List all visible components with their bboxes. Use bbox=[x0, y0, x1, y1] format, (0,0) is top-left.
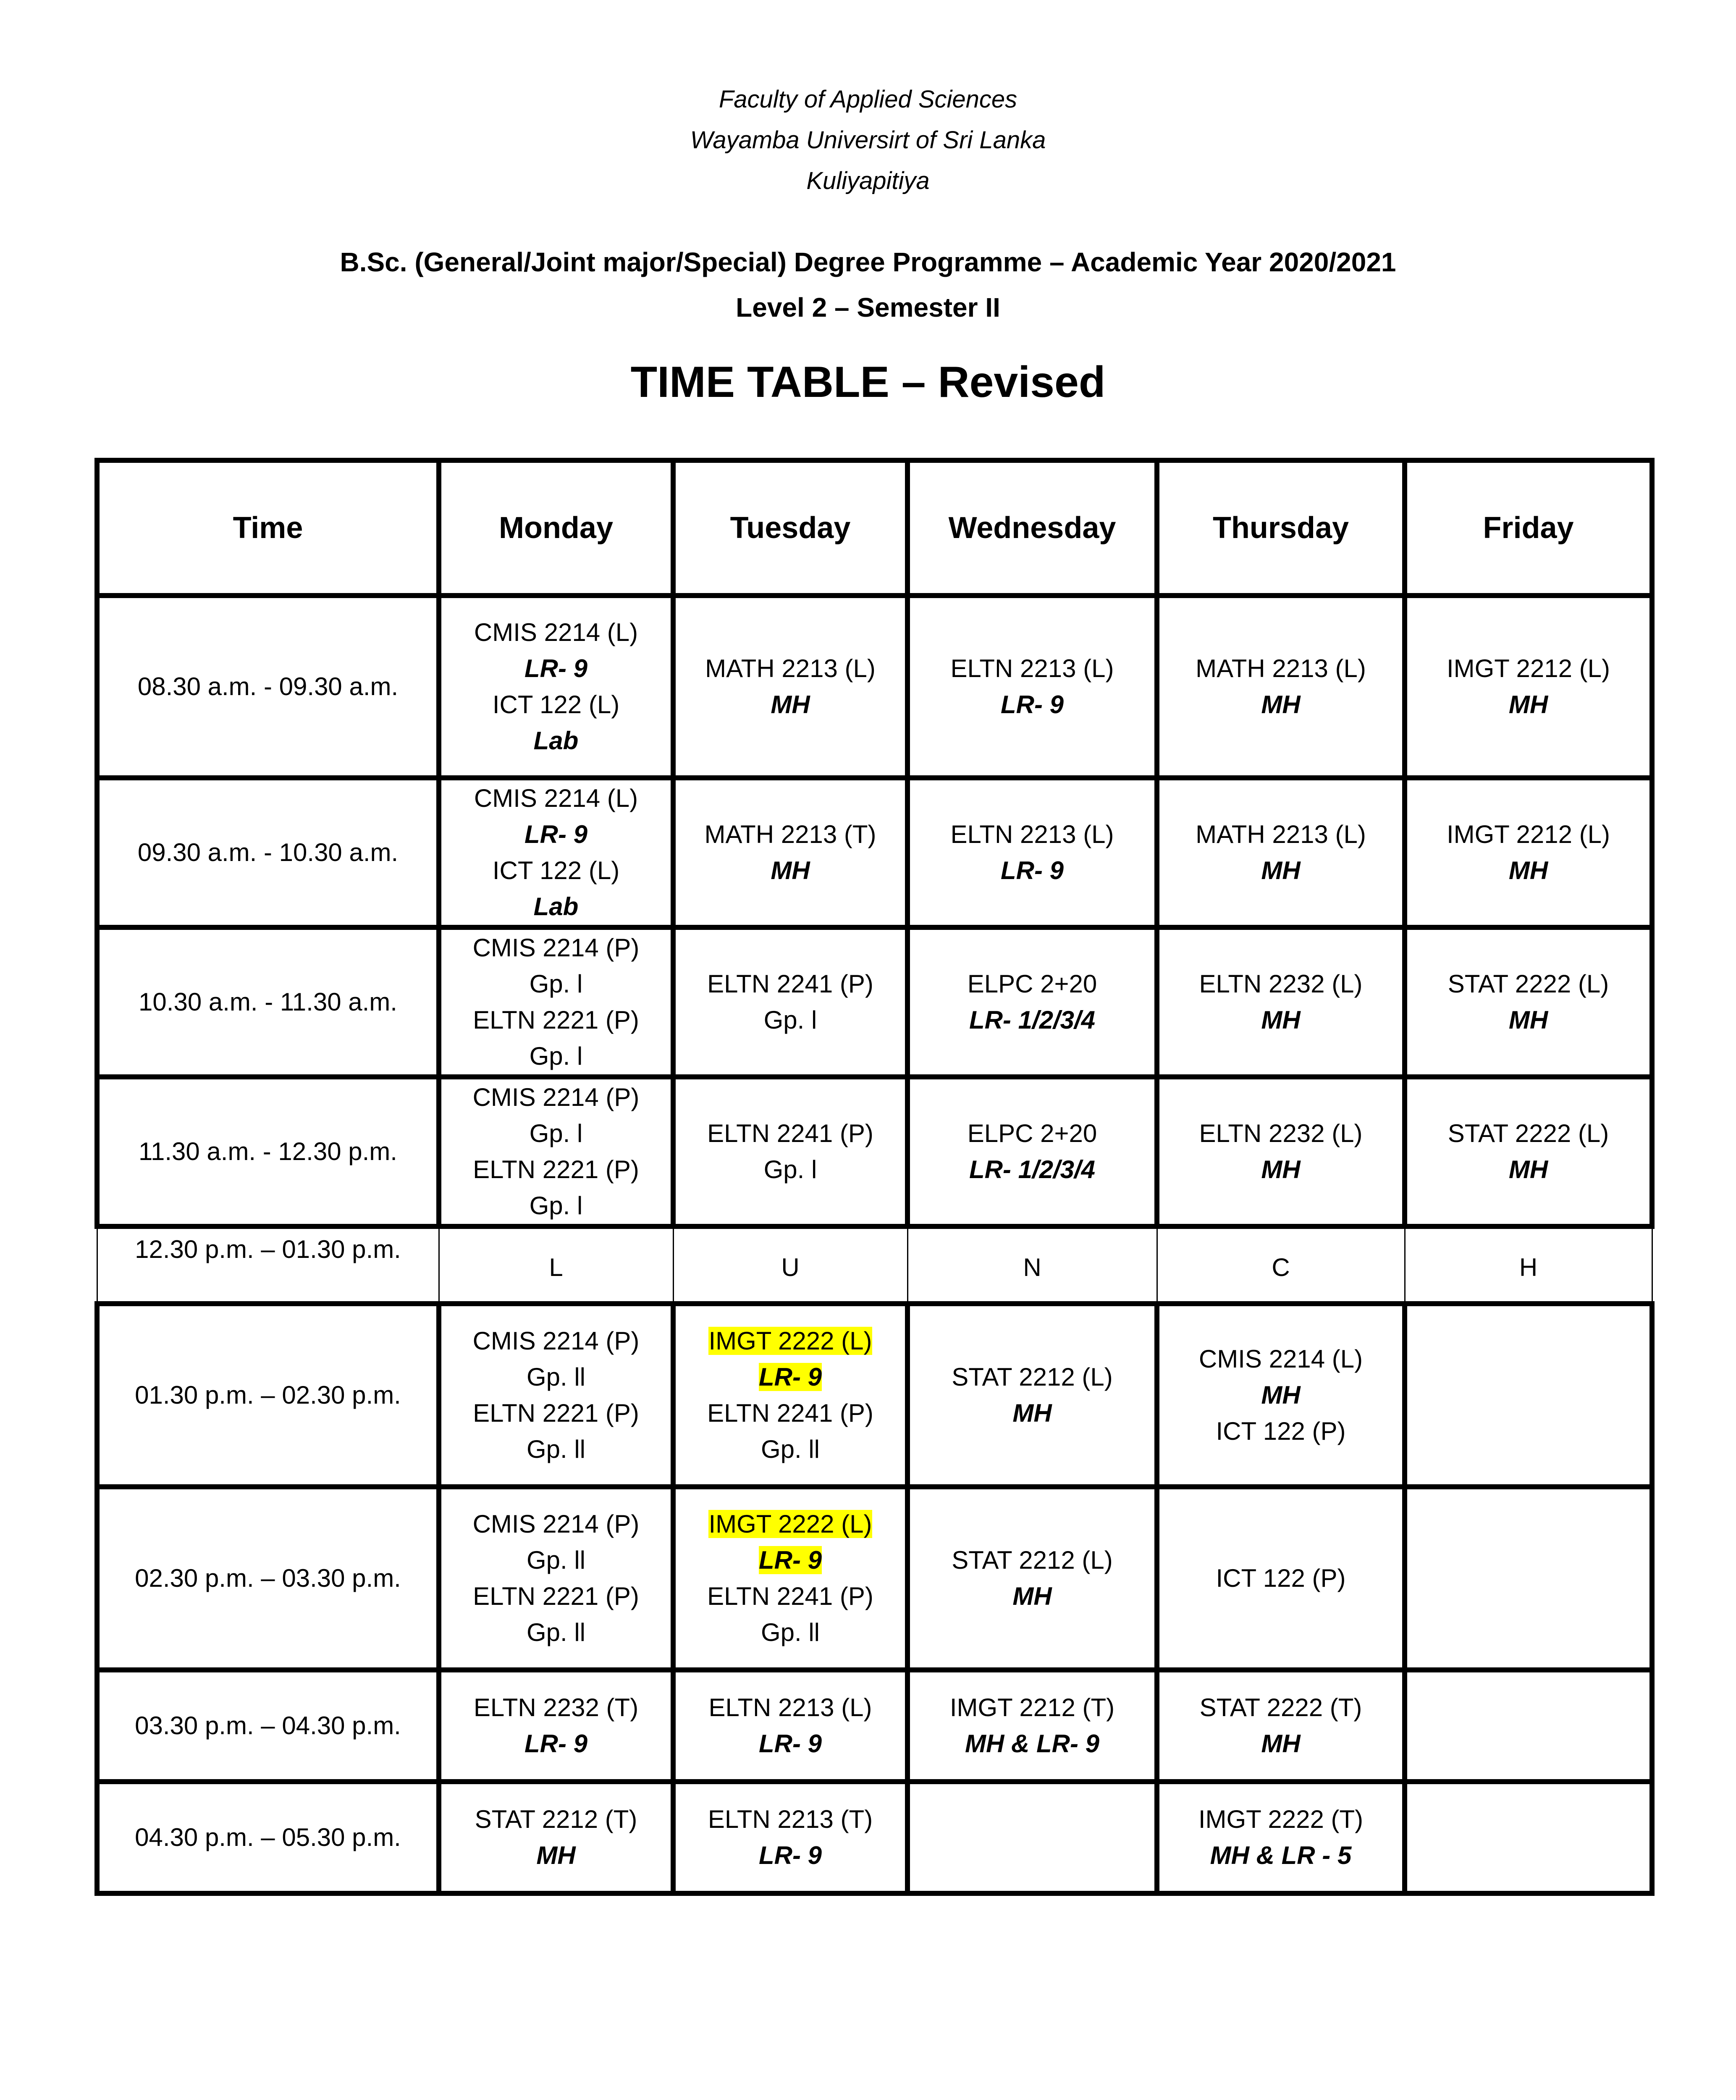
course-label: MATH 2213 (T) bbox=[704, 820, 876, 848]
cell-monday bbox=[439, 778, 673, 927]
timetable-body bbox=[97, 596, 1652, 1893]
venue-label: MH bbox=[1261, 1155, 1301, 1184]
venue-label: LR- 9 bbox=[524, 654, 587, 682]
course-label: H bbox=[1519, 1253, 1538, 1281]
cell-monday bbox=[439, 927, 673, 1077]
venue-label: LR- 9 bbox=[759, 1546, 822, 1574]
venue-label: MH bbox=[1261, 1381, 1301, 1409]
venue-label: LR- 1/2/3/4 bbox=[969, 1155, 1096, 1184]
cell-friday bbox=[1405, 1487, 1652, 1670]
column-header-thursday: Thursday bbox=[1157, 460, 1405, 596]
course-label: Gp. l bbox=[529, 1042, 583, 1070]
cell-tuesday bbox=[673, 1487, 907, 1670]
course-label: ELTN 2241 (P) bbox=[707, 1119, 873, 1147]
cell-thursday bbox=[1157, 596, 1405, 778]
cell-wednesday bbox=[907, 1226, 1157, 1304]
venue-label: Lab bbox=[533, 892, 579, 921]
course-label: Gp. ll bbox=[760, 1435, 820, 1463]
course-label: IMGT 2212 (L) bbox=[1446, 820, 1610, 848]
course-label: STAT 2222 (L) bbox=[1448, 1119, 1609, 1147]
cell-monday bbox=[439, 596, 673, 778]
cell-wednesday bbox=[907, 1487, 1157, 1670]
cell-tuesday bbox=[673, 1782, 907, 1893]
course-label: ELTN 2213 (L) bbox=[708, 1693, 872, 1722]
cell-friday bbox=[1405, 596, 1652, 778]
course-label: ICT 122 (L) bbox=[492, 690, 620, 719]
cell-monday bbox=[439, 1670, 673, 1782]
venue-label: MH bbox=[1508, 856, 1548, 885]
course-label: STAT 2212 (L) bbox=[952, 1546, 1113, 1574]
time-slot: 09.30 a.m. - 10.30 a.m. bbox=[97, 778, 439, 927]
course-label: ELTN 2232 (T) bbox=[473, 1693, 639, 1722]
level-semester: Level 2 – Semester II bbox=[736, 292, 1000, 323]
course-label: STAT 2212 (L) bbox=[952, 1363, 1113, 1391]
cell-friday bbox=[1405, 1782, 1652, 1893]
table-row bbox=[97, 1304, 1652, 1487]
cell-wednesday bbox=[907, 596, 1157, 778]
venue-label: MH bbox=[1012, 1582, 1052, 1610]
course-label: CMIS 2214 (P) bbox=[472, 1510, 640, 1538]
time-slot: 02.30 p.m. – 03.30 p.m. bbox=[97, 1487, 439, 1670]
page-title: TIME TABLE – Revised bbox=[630, 358, 1106, 407]
cell-thursday bbox=[1157, 1670, 1405, 1782]
column-header-monday: Monday bbox=[439, 460, 673, 596]
course-label: ELTN 2213 (L) bbox=[950, 654, 1114, 682]
time-slot: 04.30 p.m. – 05.30 p.m. bbox=[97, 1782, 439, 1893]
cell-tuesday bbox=[673, 778, 907, 927]
cell-friday bbox=[1405, 1077, 1652, 1226]
venue-label: LR- 9 bbox=[1001, 856, 1064, 885]
course-label: IMGT 2212 (L) bbox=[1446, 654, 1610, 682]
header-row bbox=[97, 460, 1652, 596]
cell-thursday bbox=[1157, 1077, 1405, 1226]
course-label: ELTN 2241 (P) bbox=[707, 1399, 873, 1427]
course-label: Gp. ll bbox=[526, 1546, 586, 1574]
cell-wednesday bbox=[907, 927, 1157, 1077]
venue-label: MH bbox=[771, 856, 810, 885]
course-label: L bbox=[549, 1253, 563, 1281]
venue-label: MH bbox=[536, 1841, 576, 1869]
course-label: CMIS 2214 (P) bbox=[472, 934, 640, 962]
course-label: IMGT 2212 (T) bbox=[949, 1693, 1115, 1722]
course-label: N bbox=[1023, 1253, 1041, 1281]
course-label: ICT 122 (P) bbox=[1216, 1417, 1346, 1445]
course-label: STAT 2212 (T) bbox=[475, 1805, 637, 1833]
course-label: ELPC 2+20 bbox=[967, 1119, 1097, 1147]
course-label: ELTN 2232 (L) bbox=[1199, 970, 1363, 998]
course-label: IMGT 2222 (L) bbox=[708, 1510, 872, 1538]
venue-label: MH bbox=[1508, 690, 1548, 719]
time-slot: 01.30 p.m. – 02.30 p.m. bbox=[97, 1304, 439, 1487]
course-label: MATH 2213 (L) bbox=[1196, 654, 1366, 682]
time-slot: 03.30 p.m. – 04.30 p.m. bbox=[97, 1670, 439, 1782]
column-header-friday: Friday bbox=[1405, 460, 1652, 596]
course-label: U bbox=[781, 1253, 800, 1281]
course-label: Gp. ll bbox=[760, 1618, 820, 1646]
venue-label: LR- 1/2/3/4 bbox=[969, 1006, 1096, 1034]
venue-label: LR- 9 bbox=[759, 1730, 822, 1758]
table-row bbox=[97, 1077, 1652, 1226]
course-label: Gp. l bbox=[529, 1192, 583, 1220]
venue-label: MH bbox=[1508, 1006, 1548, 1034]
table-row bbox=[97, 1670, 1652, 1782]
cell-friday bbox=[1405, 1670, 1652, 1782]
table-row bbox=[97, 1487, 1652, 1670]
course-label: ELTN 2221 (P) bbox=[473, 1399, 639, 1427]
cell-monday bbox=[439, 1304, 673, 1487]
column-header-time: Time bbox=[97, 460, 439, 596]
cell-thursday bbox=[1157, 1487, 1405, 1670]
cell-monday bbox=[439, 1487, 673, 1670]
cell-thursday bbox=[1157, 1226, 1405, 1304]
cell-tuesday bbox=[673, 596, 907, 778]
course-label: STAT 2222 (L) bbox=[1448, 970, 1609, 998]
cell-thursday bbox=[1157, 1782, 1405, 1893]
cell-wednesday bbox=[907, 778, 1157, 927]
course-label: Gp. l bbox=[763, 1155, 817, 1184]
cell-wednesday bbox=[907, 1782, 1157, 1893]
course-label: C bbox=[1272, 1253, 1290, 1281]
course-label: ICT 122 (L) bbox=[492, 856, 620, 885]
column-header-wednesday: Wednesday bbox=[907, 460, 1157, 596]
table-row bbox=[97, 1782, 1652, 1893]
course-label: Gp. l bbox=[529, 1119, 583, 1147]
venue-label: MH & LR - 5 bbox=[1210, 1841, 1352, 1869]
cell-tuesday bbox=[673, 927, 907, 1077]
course-label: CMIS 2214 (L) bbox=[1198, 1345, 1363, 1373]
cell-tuesday bbox=[673, 1670, 907, 1782]
course-label: Gp. l bbox=[763, 1006, 817, 1034]
course-label: Gp. ll bbox=[526, 1363, 586, 1391]
venue-label: LR- 9 bbox=[759, 1363, 822, 1391]
venue-label: MH bbox=[1261, 856, 1301, 885]
course-label: CMIS 2214 (L) bbox=[474, 784, 638, 812]
venue-label: MH bbox=[1261, 690, 1301, 719]
cell-wednesday bbox=[907, 1077, 1157, 1226]
cell-wednesday bbox=[907, 1670, 1157, 1782]
timetable bbox=[94, 458, 1655, 1896]
course-label: IMGT 2222 (L) bbox=[708, 1327, 872, 1355]
course-label: ELTN 2221 (P) bbox=[473, 1582, 639, 1610]
cell-monday bbox=[439, 1226, 673, 1304]
venue-label: MH bbox=[1012, 1399, 1052, 1427]
cell-thursday bbox=[1157, 778, 1405, 927]
cell-friday bbox=[1405, 778, 1652, 927]
venue-label: MH bbox=[1508, 1155, 1548, 1184]
course-label: Gp. l bbox=[529, 970, 583, 998]
course-label: ELTN 2221 (P) bbox=[473, 1155, 639, 1184]
cell-monday bbox=[439, 1077, 673, 1226]
course-label: ELTN 2213 (T) bbox=[708, 1805, 873, 1833]
course-label: IMGT 2222 (T) bbox=[1198, 1805, 1364, 1833]
venue-label: LR- 9 bbox=[1001, 690, 1064, 719]
time-slot: 11.30 a.m. - 12.30 p.m. bbox=[97, 1077, 439, 1226]
course-label: MATH 2213 (L) bbox=[705, 654, 876, 682]
cell-monday bbox=[439, 1782, 673, 1893]
venue-label: LR- 9 bbox=[759, 1841, 822, 1869]
faculty-name: Faculty of Applied Sciences bbox=[719, 86, 1017, 113]
course-label: ELTN 2241 (P) bbox=[707, 1582, 873, 1610]
table-row bbox=[97, 927, 1652, 1077]
cell-friday bbox=[1405, 927, 1652, 1077]
cell-tuesday bbox=[673, 1226, 907, 1304]
course-label: ELPC 2+20 bbox=[967, 970, 1097, 998]
lunch-row bbox=[97, 1226, 1652, 1304]
cell-thursday bbox=[1157, 927, 1405, 1077]
time-slot: 12.30 p.m. – 01.30 p.m. bbox=[97, 1226, 439, 1304]
course-label: CMIS 2214 (P) bbox=[472, 1083, 640, 1111]
course-label: ELTN 2241 (P) bbox=[707, 970, 873, 998]
venue-label: LR- 9 bbox=[524, 820, 587, 848]
course-label: ELTN 2221 (P) bbox=[473, 1006, 639, 1034]
course-label: MATH 2213 (L) bbox=[1196, 820, 1366, 848]
institution-block bbox=[0, 79, 1736, 201]
course-label: CMIS 2214 (P) bbox=[472, 1327, 640, 1355]
time-slot: 08.30 a.m. - 09.30 a.m. bbox=[97, 596, 439, 778]
course-label: ICT 122 (P) bbox=[1216, 1564, 1346, 1592]
university-name: Wayamba Universirt of Sri Lanka bbox=[690, 126, 1046, 154]
venue-label: MH bbox=[771, 690, 810, 719]
venue-label: LR- 9 bbox=[524, 1730, 587, 1758]
table-row bbox=[97, 778, 1652, 927]
programme-block bbox=[0, 239, 1736, 330]
venue-label: Lab bbox=[533, 727, 579, 755]
course-label: STAT 2222 (T) bbox=[1199, 1693, 1362, 1722]
venue-label: MH bbox=[1261, 1730, 1301, 1758]
table-row bbox=[97, 596, 1652, 778]
time-slot: 10.30 a.m. - 11.30 a.m. bbox=[97, 927, 439, 1077]
cell-friday bbox=[1405, 1226, 1652, 1304]
cell-thursday bbox=[1157, 1304, 1405, 1487]
course-label: CMIS 2214 (L) bbox=[474, 618, 638, 646]
course-label: ELTN 2232 (L) bbox=[1199, 1119, 1363, 1147]
programme-title: B.Sc. (General/Joint major/Special) Degree Programme – Academic Year 2020/2021 bbox=[340, 247, 1396, 277]
cell-tuesday bbox=[673, 1304, 907, 1487]
venue-label: MH & LR- 9 bbox=[965, 1730, 1099, 1758]
cell-friday bbox=[1405, 1304, 1652, 1487]
venue-label: MH bbox=[1261, 1006, 1301, 1034]
course-label: Gp. ll bbox=[526, 1435, 586, 1463]
cell-wednesday bbox=[907, 1304, 1157, 1487]
cell-tuesday bbox=[673, 1077, 907, 1226]
location-name: Kuliyapitiya bbox=[806, 167, 930, 194]
column-header-tuesday: Tuesday bbox=[673, 460, 907, 596]
course-label: Gp. ll bbox=[526, 1618, 586, 1646]
course-label: ELTN 2213 (L) bbox=[950, 820, 1114, 848]
